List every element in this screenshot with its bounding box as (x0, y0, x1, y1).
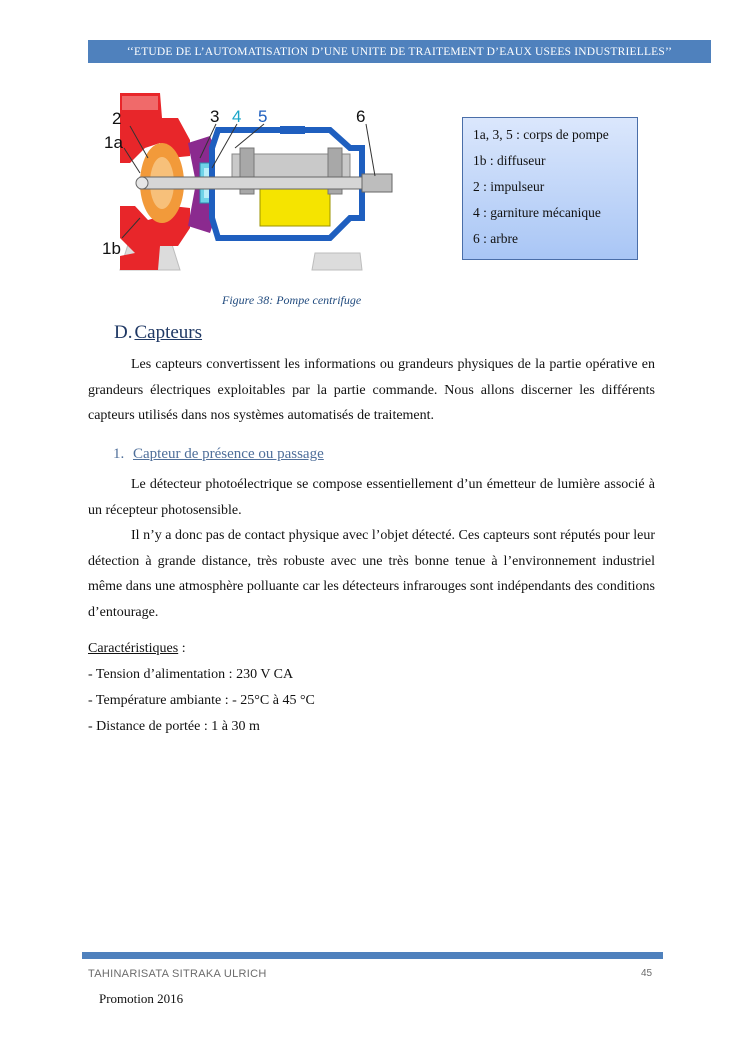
figure-legend (462, 117, 638, 260)
characteristics-heading (88, 641, 186, 657)
section-intro-paragraph (88, 352, 655, 429)
footer-promotion: Promotion 2016 (99, 991, 184, 1006)
figure-label-3: 3 (210, 107, 220, 126)
section-number: D. (114, 322, 133, 343)
section-title: Capteurs (134, 322, 203, 343)
subsection-paragraph-2 (88, 523, 655, 625)
legend-item: 2 : impulseur (473, 179, 545, 194)
centrifugal-pump-diagram (100, 88, 400, 278)
figure-label-5: 5 (258, 107, 268, 126)
characteristics-suffix: : (178, 641, 186, 656)
running-header-text: ‘‘ETUDE DE L’AUTOMATISATION D’UNE UNITE DE TRAITEMENT D’EAUX USEES INDUSTRIELLES’’ (126, 45, 673, 58)
figure-label-1a: 1a (104, 133, 123, 152)
running-header (88, 40, 711, 63)
subsection-title: Capteur de présence ou passage (133, 446, 324, 462)
subsection-paragraph-1 (88, 472, 655, 523)
subsection-number: 1. (113, 446, 125, 462)
section-heading (114, 322, 202, 344)
characteristics-title: Caractéristiques (88, 641, 179, 656)
subsection-text-1: Le détecteur photoélectrique se compose essentiellement d’un émetteur de lumière associé à un récepteur photosensible. (88, 477, 655, 518)
legend-item: 1a, 3, 5 : corps de pompe (473, 127, 609, 142)
section-intro-text: Les capteurs convertissent les informations ou grandeurs physiques de la partie opérative en grandeurs électriques exploitables par la partie commande. Nous allons discerner les différents capteurs utilisés dans nos systèmes automatisés de traitement. (88, 357, 655, 423)
figure-label-4: 4 (232, 107, 242, 126)
characteristic-item: - Distance de portée : 1 à 30 m (88, 719, 260, 734)
footer-divider (82, 952, 663, 959)
characteristic-item: - Tension d’alimentation : 230 V CA (88, 667, 294, 682)
page-number: 45 (641, 968, 653, 979)
figure-caption: Figure 38: Pompe centrifuge (222, 293, 362, 307)
figure-label-2: 2 (112, 109, 122, 128)
characteristic-item: - Température ambiante : - 25°C à 45 °C (88, 693, 315, 708)
legend-item: 6 : arbre (473, 231, 518, 246)
footer-author: TAHINARISATA SITRAKA ULRICH (88, 968, 267, 980)
figure-label-6: 6 (356, 107, 366, 126)
subsection-text-2: Il n’y a donc pas de contact physique avec l’objet détecté. Ces capteurs sont réputés pour leur détection à grande distance, très robuste avec une très bonne tenue à l’environnement industriel même dans une atmosphère polluante car les détecteurs infrarouges sont indépendants des conditions d’entourage. (88, 528, 655, 620)
legend-item: 1b : diffuseur (473, 153, 546, 168)
figure-label-1b: 1b (102, 239, 121, 258)
subsection-heading (113, 446, 324, 463)
legend-item: 4 : garniture mécanique (473, 205, 601, 220)
